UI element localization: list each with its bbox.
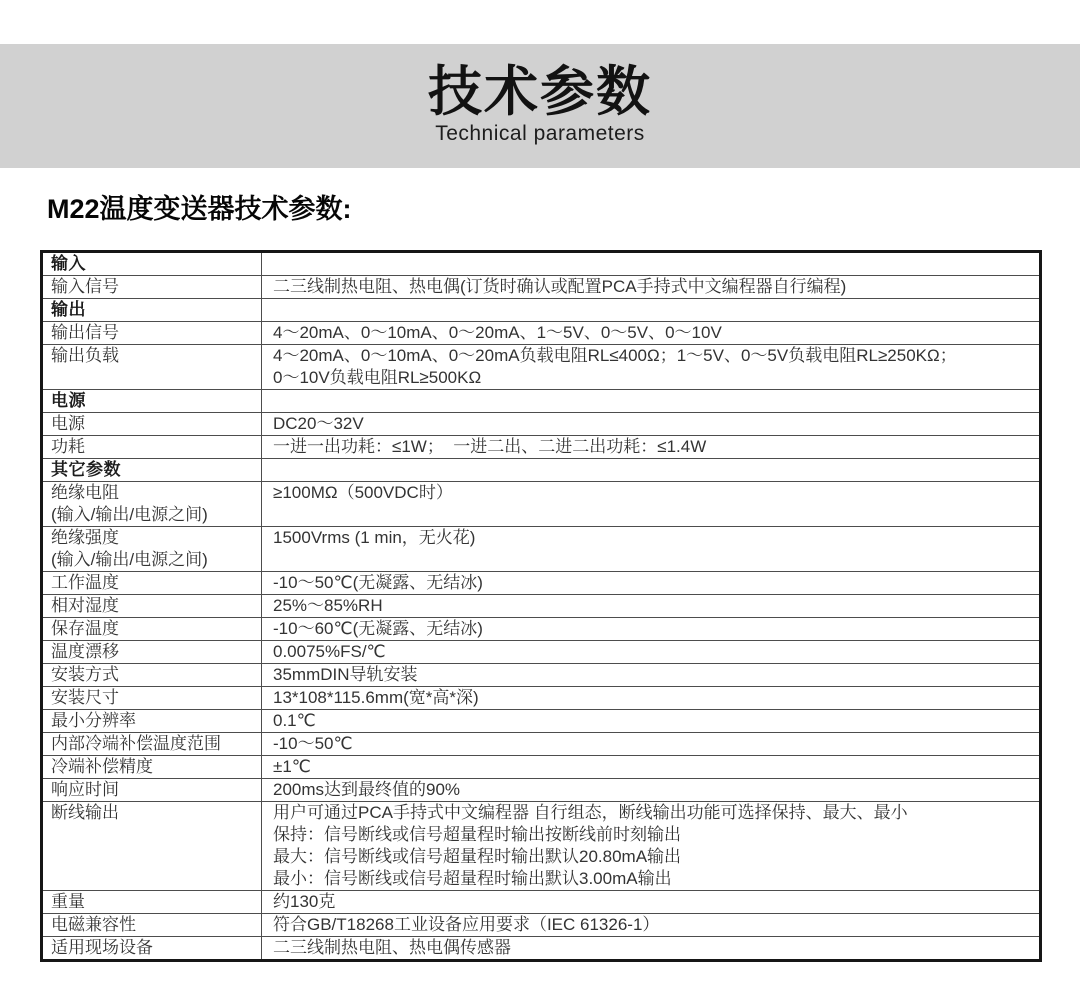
param-value-cell: [262, 299, 1041, 322]
param-label-cell: [42, 891, 262, 914]
param-value-cell: [262, 252, 1041, 276]
section-label-cell: [42, 299, 262, 322]
label-line: 其它参数: [51, 460, 121, 479]
spec-table: [40, 250, 1042, 962]
param-label-cell: [42, 664, 262, 687]
label-line: 安装尺寸: [51, 688, 119, 707]
param-label-cell: [42, 595, 262, 618]
label-line: 电磁兼容性: [51, 915, 136, 934]
param-label-cell: [42, 710, 262, 733]
page-subtitle: Technical parameters: [435, 121, 645, 145]
table-row: [42, 914, 1041, 937]
label-line: 响应时间: [51, 780, 119, 799]
value-line: 一进一出功耗：≤1W； 一进二出、二进二出功耗：≤1.4W: [273, 437, 707, 456]
param-label-cell: [42, 733, 262, 756]
table-row: [42, 937, 1041, 961]
value-line: 200ms达到最终值的90%: [273, 780, 461, 799]
param-value-cell: [262, 595, 1041, 618]
param-value-cell: [262, 482, 1041, 527]
table-row: [42, 756, 1041, 779]
table-row: [42, 322, 1041, 345]
param-label-cell: [42, 345, 262, 390]
value-line: 最小：信号断线或信号超量程时输出默认3.00mA输出: [273, 869, 672, 888]
param-value-cell: [262, 937, 1041, 961]
param-label-cell: [42, 527, 262, 572]
table-row: [42, 413, 1041, 436]
section-heading: M22温度变送器技术参数:: [47, 194, 352, 224]
value-line: -10～50℃: [273, 734, 353, 753]
value-line: 保持：信号断线或信号超量程时输出按断线前时刻输出: [273, 825, 681, 844]
value-line: 1500Vrms (1 min，无火花): [273, 528, 476, 547]
label-line: 输出信号: [51, 323, 119, 342]
param-value-cell: [262, 756, 1041, 779]
param-label-cell: [42, 572, 262, 595]
param-label-cell: [42, 937, 262, 961]
section-row: [42, 299, 1041, 322]
param-label-cell: [42, 413, 262, 436]
param-value-cell: [262, 733, 1041, 756]
table-row: [42, 891, 1041, 914]
param-value-cell: [262, 345, 1041, 390]
label-line: 最小分辨率: [51, 711, 136, 730]
label-line: 安装方式: [51, 665, 119, 684]
label-line: 电源: [51, 414, 85, 433]
param-value-cell: [262, 572, 1041, 595]
param-label-cell: [42, 641, 262, 664]
label-line: 功耗: [51, 437, 85, 456]
label-line: 温度漂移: [51, 642, 119, 661]
param-value-cell: [262, 527, 1041, 572]
label-line: 断线输出: [51, 803, 119, 822]
page-title: 技术参数: [428, 61, 652, 122]
table-row: [42, 482, 1041, 527]
param-value-cell: [262, 322, 1041, 345]
spec-table-body: [42, 252, 1041, 961]
table-row: [42, 664, 1041, 687]
param-label-cell: [42, 756, 262, 779]
param-label-cell: [42, 779, 262, 802]
value-line: 约130克: [273, 892, 336, 911]
value-line: DC20～32V: [273, 414, 364, 433]
value-line: 0.0075%FS/℃: [273, 642, 386, 661]
table-row: [42, 595, 1041, 618]
value-line: 35mmDIN导轨安装: [273, 665, 418, 684]
param-value-cell: [262, 413, 1041, 436]
param-value-cell: [262, 664, 1041, 687]
value-line: 二三线制热电阻、热电偶传感器: [273, 938, 511, 957]
param-value-cell: [262, 687, 1041, 710]
param-value-cell: [262, 891, 1041, 914]
table-row: [42, 779, 1041, 802]
value-line: -10～50℃(无凝露、无结冰): [273, 573, 483, 592]
table-row: [42, 641, 1041, 664]
label-line: 绝缘强度: [51, 528, 119, 547]
section-row: [42, 459, 1041, 482]
table-row: [42, 733, 1041, 756]
param-label-cell: [42, 436, 262, 459]
value-line: 13*108*115.6mm(宽*高*深): [273, 688, 479, 707]
value-line: 0～10V负载电阻RL≥500KΩ: [273, 368, 482, 387]
table-row: [42, 687, 1041, 710]
value-line: 4～20mA、0～10mA、0～20mA负载电阻RL≤400Ω；1～5V、0～5V负载电阻RL≥250KΩ；: [273, 346, 957, 365]
table-row: [42, 527, 1041, 572]
param-value-cell: [262, 779, 1041, 802]
param-label-cell: [42, 482, 262, 527]
value-line: 二三线制热电阻、热电偶(订货时确认或配置PCA手持式中文编程器自行编程): [273, 277, 847, 296]
table-row: [42, 710, 1041, 733]
label-line: 电源: [51, 391, 86, 410]
param-label-cell: [42, 618, 262, 641]
label-line: (输入/输出/电源之间): [51, 505, 208, 524]
section-label-cell: [42, 459, 262, 482]
label-line: 工作温度: [51, 573, 119, 592]
param-label-cell: [42, 802, 262, 891]
param-value-cell: [262, 618, 1041, 641]
param-label-cell: [42, 914, 262, 937]
table-row: [42, 276, 1041, 299]
param-value-cell: [262, 459, 1041, 482]
value-line: 4～20mA、0～10mA、0～20mA、1～5V、0～5V、0～10V: [273, 323, 722, 342]
section-row: [42, 390, 1041, 413]
value-line: 符合GB/T18268工业设备应用要求（IEC 61326-1）: [273, 915, 660, 934]
title-banner: [0, 44, 1080, 168]
label-line: 保存温度: [51, 619, 119, 638]
param-value-cell: [262, 710, 1041, 733]
param-value-cell: [262, 641, 1041, 664]
param-label-cell: [42, 687, 262, 710]
table-row: [42, 436, 1041, 459]
table-row: [42, 345, 1041, 390]
param-value-cell: [262, 436, 1041, 459]
label-line: 输入信号: [51, 277, 119, 296]
param-value-cell: [262, 914, 1041, 937]
label-line: 适用现场设备: [51, 938, 153, 957]
section-label-cell: [42, 252, 262, 276]
label-line: 输入: [51, 254, 86, 273]
table-row: [42, 802, 1041, 891]
section-row: [42, 252, 1041, 276]
label-line: 输出负载: [51, 346, 119, 365]
param-value-cell: [262, 276, 1041, 299]
value-line: ±1℃: [273, 757, 311, 776]
section-label-cell: [42, 390, 262, 413]
label-line: 相对湿度: [51, 596, 119, 615]
label-line: 绝缘电阻: [51, 483, 119, 502]
value-line: 最大：信号断线或信号超量程时输出默认20.80mA输出: [273, 847, 682, 866]
param-value-cell: [262, 390, 1041, 413]
value-line: 0.1℃: [273, 711, 316, 730]
param-label-cell: [42, 322, 262, 345]
table-row: [42, 572, 1041, 595]
label-line: 重量: [51, 892, 85, 911]
value-line: 25%～85%RH: [273, 596, 383, 615]
label-line: 冷端补偿精度: [51, 757, 153, 776]
table-row: [42, 618, 1041, 641]
value-line: 用户可通过PCA手持式中文编程器 自行组态，断线输出功能可选择保持、最大、最小: [273, 803, 908, 822]
param-value-cell: [262, 802, 1041, 891]
label-line: 内部冷端补偿温度范围: [51, 734, 221, 753]
param-label-cell: [42, 276, 262, 299]
value-line: -10～60℃(无凝露、无结冰): [273, 619, 483, 638]
value-line: ≥100MΩ（500VDC时）: [273, 483, 453, 502]
label-line: 输出: [51, 300, 86, 319]
label-line: (输入/输出/电源之间): [51, 550, 208, 569]
